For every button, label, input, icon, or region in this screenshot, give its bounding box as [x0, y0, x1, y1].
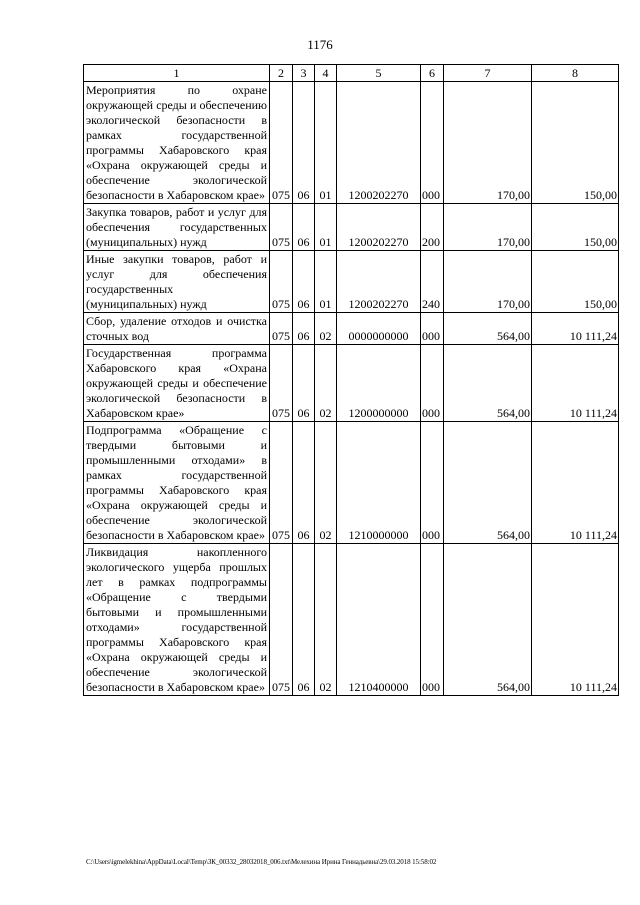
table-row [84, 422, 619, 544]
header-cell-5: 5 [337, 65, 421, 82]
budget-table [83, 64, 619, 696]
row-subsection: 02 [315, 345, 337, 422]
row-target-article: 1200202270 [337, 82, 421, 204]
row-subsection: 01 [315, 82, 337, 204]
table-row [84, 251, 619, 313]
row-target-article: 1200202270 [337, 251, 421, 313]
file-path-footer: C:\Users\igmelekhina\AppData\Local\Temp\ЗК_00332_28032018_006.txt\Мелехина Ирина Геннадьевна\29.03.2018 15:58:02 [86, 858, 437, 866]
row-name: Ликвидация накопленного экологического ущерба прошлых лет в рамках подпрограммы «Обращение с твердыми бытовыми и промышленными отходами» государственной программы Хабаровского края «Охрана окружающей среды и обеспечение экологической безопасности в Хабаровском крае» [84, 544, 270, 696]
row-target-article: 1200000000 [337, 345, 421, 422]
row-amount-2: 10 111,24 [532, 345, 619, 422]
row-section: 06 [293, 204, 315, 251]
table-row [84, 204, 619, 251]
row-amount-1: 564,00 [444, 345, 532, 422]
row-expense-type: 000 [421, 82, 444, 204]
row-name: Сбор, удаление отходов и очистка сточных вод [84, 313, 270, 345]
row-section: 06 [293, 422, 315, 544]
row-amount-1: 564,00 [444, 544, 532, 696]
row-code: 075 [270, 82, 293, 204]
row-amount-2: 150,00 [532, 204, 619, 251]
row-code: 075 [270, 544, 293, 696]
row-code: 075 [270, 313, 293, 345]
row-amount-1: 170,00 [444, 82, 532, 204]
row-section: 06 [293, 82, 315, 204]
row-code: 075 [270, 345, 293, 422]
row-subsection: 01 [315, 204, 337, 251]
row-name: Подпрограмма «Обращение с твердыми бытовыми и промышленными отходами» в рамках государственной программы Хабаровского края «Охрана окружающей среды и обеспечение экологической безопасности в Хабаровском крае» [84, 422, 270, 544]
row-subsection: 02 [315, 544, 337, 696]
row-expense-type: 200 [421, 204, 444, 251]
row-name: Закупка товаров, работ и услуг для обеспечения государственных (муниципальных) нужд [84, 204, 270, 251]
row-code: 075 [270, 251, 293, 313]
row-target-article: 1200202270 [337, 204, 421, 251]
row-expense-type: 240 [421, 251, 444, 313]
row-code: 075 [270, 422, 293, 544]
row-expense-type: 000 [421, 313, 444, 345]
row-code: 075 [270, 204, 293, 251]
row-amount-1: 170,00 [444, 251, 532, 313]
row-name: Иные закупки товаров, работ и услуг для обеспечения государственных (муниципальных) нужд [84, 251, 270, 313]
row-expense-type: 000 [421, 544, 444, 696]
row-amount-2: 10 111,24 [532, 422, 619, 544]
row-amount-2: 10 111,24 [532, 313, 619, 345]
row-amount-1: 564,00 [444, 313, 532, 345]
row-amount-1: 170,00 [444, 204, 532, 251]
table-row [84, 544, 619, 696]
row-subsection: 02 [315, 422, 337, 544]
header-cell-2: 2 [270, 65, 293, 82]
row-amount-2: 150,00 [532, 82, 619, 204]
header-cell-1: 1 [84, 65, 270, 82]
row-target-article: 1210400000 [337, 544, 421, 696]
table-row [84, 345, 619, 422]
page-number: 1176 [307, 37, 333, 52]
header-row [84, 65, 619, 82]
row-name: Мероприятия по охране окружающей среды и обеспечению экологической безопасности в рамках государственной программы Хабаровского края «Охрана окружающей среды и обеспечение экологической безопасности в Хабаровском крае» [84, 82, 270, 204]
row-amount-1: 564,00 [444, 422, 532, 544]
row-target-article: 0000000000 [337, 313, 421, 345]
header-cell-8: 8 [532, 65, 619, 82]
header-cell-6: 6 [421, 65, 444, 82]
table-row [84, 313, 619, 345]
row-amount-2: 150,00 [532, 251, 619, 313]
row-amount-2: 10 111,24 [532, 544, 619, 696]
row-expense-type: 000 [421, 422, 444, 544]
row-subsection: 02 [315, 313, 337, 345]
row-section: 06 [293, 544, 315, 696]
header-cell-3: 3 [293, 65, 315, 82]
row-target-article: 1210000000 [337, 422, 421, 544]
row-section: 06 [293, 345, 315, 422]
row-expense-type: 000 [421, 345, 444, 422]
row-subsection: 01 [315, 251, 337, 313]
row-section: 06 [293, 251, 315, 313]
row-section: 06 [293, 313, 315, 345]
row-name: Государственная программа Хабаровского края «Охрана окружающей среды и обеспечение экологической безопасности в Хабаровском крае» [84, 345, 270, 422]
table-row [84, 82, 619, 204]
header-cell-7: 7 [444, 65, 532, 82]
header-cell-4: 4 [315, 65, 337, 82]
